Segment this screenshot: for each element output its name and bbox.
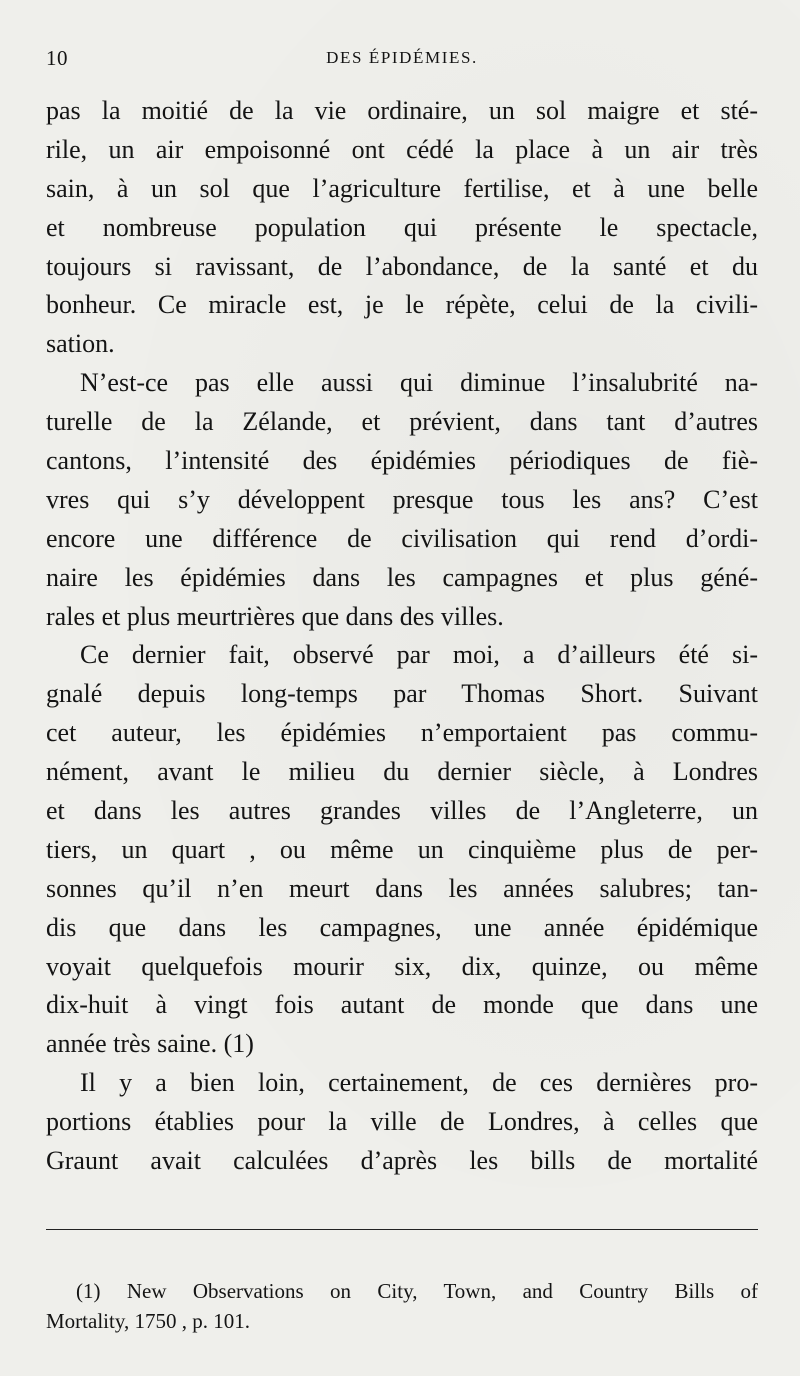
footnote bbox=[46, 1276, 758, 1336]
text-line: cantons, l’intensité des épidémies périodiques de fiè- bbox=[46, 446, 758, 476]
text-line: sation. bbox=[46, 329, 115, 359]
text-line: Ce dernier fait, observé par moi, a d’ailleurs été si- bbox=[80, 640, 758, 670]
text-line: sonnes qu’il n’en meurt dans les années salubres; tan- bbox=[46, 873, 758, 903]
text-line: gnalé depuis long-temps par Thomas Short. Suivant bbox=[46, 679, 758, 709]
text-line: et nombreuse population qui présente le spectacle, bbox=[46, 212, 758, 242]
running-head: DES ÉPIDÉMIES. bbox=[326, 48, 478, 67]
text-line: portions établies pour la ville de Londres, à celles que bbox=[46, 1107, 758, 1137]
text-line: toujours si ravissant, de l’abondance, de la santé et du bbox=[46, 251, 758, 281]
text-line: sain, à un sol que l’agriculture fertilise, et à une belle bbox=[46, 173, 758, 203]
text-line: dis que dans les campagnes, une année épidémique bbox=[46, 912, 758, 942]
text-line: pas la moitié de la vie ordinaire, un sol maigre et sté- bbox=[46, 96, 758, 125]
text-line: tiers, un quart , ou même un cinquième plus de per- bbox=[46, 834, 758, 864]
text-line: Graunt avait calculées d’après les bills de mortalité bbox=[46, 1146, 758, 1176]
text-line: dix-huit à vingt fois autant de monde que dans une bbox=[46, 990, 758, 1020]
text-line: vres qui s’y développent presque tous les ans? C’est bbox=[46, 484, 758, 514]
text-line: bonheur. Ce miracle est, je le répète, celui de la civili- bbox=[46, 290, 758, 320]
main-text bbox=[46, 92, 758, 1181]
footnote-divider bbox=[46, 1229, 758, 1230]
text-line: année très saine. (1) bbox=[46, 1029, 254, 1059]
text-line: turelle de la Zélande, et prévient, dans tant d’autres bbox=[46, 407, 758, 437]
text-line: cet auteur, les épidémies n’emportaient pas commu- bbox=[46, 718, 758, 748]
footnote-line: Mortality, 1750 , p. 101. bbox=[46, 1309, 250, 1333]
text-line: rile, un air empoisonné ont cédé la place à un air très bbox=[46, 134, 758, 164]
footnote-line: (1) New Observations on City, Town, and Country Bills of bbox=[76, 1279, 758, 1303]
text-line: naire les épidémies dans les campagnes et plus géné- bbox=[46, 562, 758, 592]
text-line: Il y a bien loin, certainement, de ces dernières pro- bbox=[80, 1068, 758, 1098]
text-line: et dans les autres grandes villes de l’Angleterre, un bbox=[46, 796, 758, 826]
text-line: voyait quelquefois mourir six, dix, quinze, ou même bbox=[46, 951, 758, 981]
text-line: nément, avant le milieu du dernier siècle, à Londres bbox=[46, 757, 758, 787]
page-number: 10 bbox=[46, 46, 68, 70]
text-line: rales et plus meurtrières que dans des villes. bbox=[46, 601, 504, 631]
text-line: N’est-ce pas elle aussi qui diminue l’insalubrité na- bbox=[80, 368, 758, 398]
text-line: encore une différence de civilisation qui rend d’ordi- bbox=[46, 523, 758, 553]
page-header bbox=[46, 46, 758, 74]
